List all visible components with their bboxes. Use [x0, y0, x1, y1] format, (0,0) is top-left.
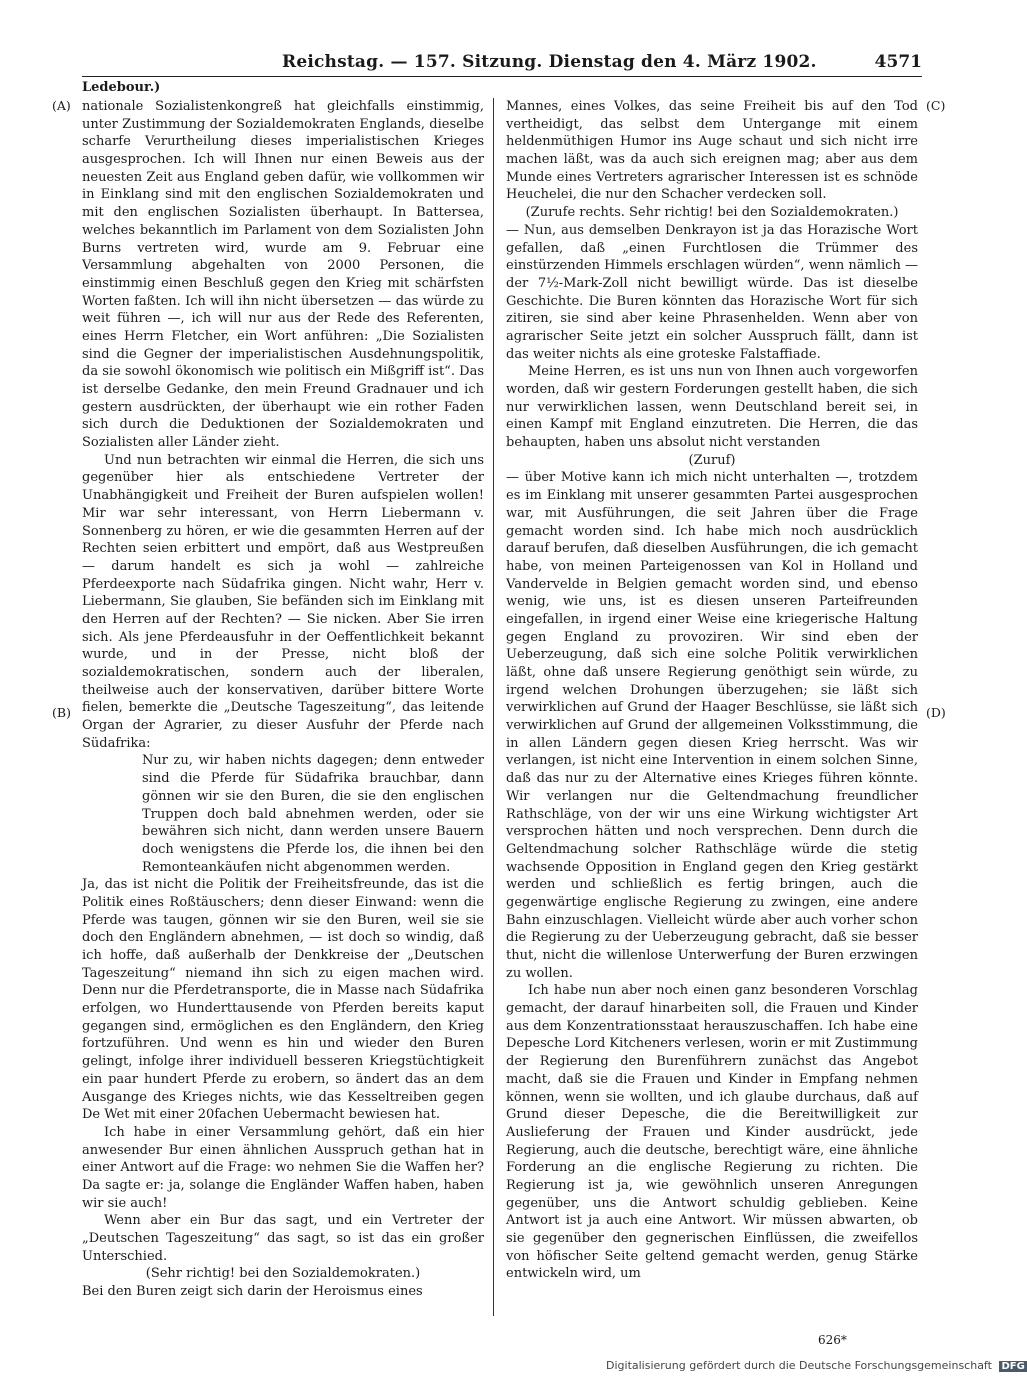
dfg-logo-icon: DFG	[1001, 1361, 1025, 1372]
left-column	[82, 98, 484, 1301]
column-divider	[493, 98, 494, 1316]
paragraph: Und nun betrachten wir einmal die Herren, die sich uns gegenüber hier als entschiedene Vertreter der Unabhängigkeit und Freiheit der Buren aufspielen wollen! Mir war sehr interessant, von Herrn Liebermann v. Sonnenberg zu hören, er wie die gesammten Herren auf der Rechten seien erbittert und empört, daß aus Westpreußen — darum handelt es sich ja wohl — zahlreiche Pferdeexporte nach Südafrika gingen. Nicht wahr, Herr v. Liebermann, Sie glauben, Sie befänden sich im Einklang mit den Herren auf der Rechten? — Sie nicken. Aber Sie irren sich. Als jene Pferdeausfuhr in der Oeffentlichkeit bekannt wurde, und in der Presse, nicht bloß der sozialdemokratischen, sondern auch der liberalen, theilweise auch der konservativen, darüber bittere Worte fielen, bemerkte die „Deutsche Tageszeitung“, das leitende Organ der Agrarier, zu dieser Ausfuhr der Pferde nach Südafrika:	[82, 452, 484, 751]
interjection: (Zuruf)	[688, 452, 736, 468]
running-header	[82, 50, 922, 77]
margin-marker-a: (A)	[52, 98, 71, 113]
paragraph: Ich habe nun aber noch einen ganz besonderen Vorschlag gemacht, der darauf hinarbeiten soll, die Frauen und Kinder aus dem Konzentrationsstaat herauszuschaffen. Ich habe eine Depesche Lord Kitcheners verlesen, worin er mit Zustimmung der Regierung den Burenführern zunächst das Angebot macht, daß sie die Frauen und Kinder in Empfang nehmen können, wenn sie wollten, und ich glaube durchaus, daß auf Grund dieser Depesche, die die Bereitwilligkeit zur Auslieferung der Frauen und Kinder ausdrückt, jede Regierung, auch die deutsche, berechtigt wäre, eine ähnliche Forderung an die englische Regierung zu richten. Die Regierung ist ja, wie gewöhnlich unseren Anregungen gegenüber, uns die Antwort schuldig geblieben. Keine Antwort ist ja auch eine Antwort. Wir müssen abwarten, ob sie gegenüber den gegnerischen Einflüssen, die zweifellos von höfischer Seite geltend gemacht werden, genug Stärke entwickeln wird, um	[506, 983, 918, 1282]
header-title: Reichstag. — 157. Sitzung. Dienstag den 4. März 1902.	[282, 52, 817, 72]
paragraph: Meine Herren, es ist uns nun von Ihnen auch vorgeworfen worden, daß wir gestern Forderungen gestellt haben, die sich nur verwirklichen lassen, wenn Deutschland bereit sei, in einen Kampf mit England einzutreten. Die Herren, die das behaupten, haben uns absolut nicht verstanden	[506, 364, 918, 451]
paragraph: nationale Sozialistenkongreß hat gleichfalls einstimmig, unter Zustimmung der Sozialdemokraten Englands, dieselbe scharfe Verurtheilung dieses imperialistischen Krieges ausgesprochen. Ich will Ihnen nur einen Beweis aus der neuesten Zeit aus England geben dafür, wie vollkommen wir in Einklang sind mit den englischen Sozialdemokraten und mit den englischen Sozialisten überhaupt. In Battersea, welches bekanntlich im Parlament von dem Sozialisten John Burns vertreten wird, wurde am 9. Februar eine Versammlung abgehalten von 2000 Personen, die einstimmig einen Beschluß gegen den Krieg mit schärfsten Worten faßten. Ich will ihn nicht übersetzen — das würde zu weit führen —, ich will nur aus der Rede des Referenten, eines Herrn Fletcher, ein Wort anführen: „Die Sozialisten sind die Gegner der imperialistischen Ausdehnungspolitik, da sie sowohl ökonomisch wie politisch ein Mißgriff ist“. Das ist derselbe Gedanke, den mein Freund Gradnauer und ich gestern ausdrückten, der überhaupt wie ein rother Faden sich durch die Deduktionen der Sozialdemokraten und Sozialisten aller Länder zieht.	[82, 99, 484, 451]
paragraph: Ja, das ist nicht die Politik der Freiheitsfreunde, das ist die Politik eines Roßtäuschers; denn dieser Einwand: wenn die Pferde was taugen, gönnen wir sie den Buren, weil sie sie doch den Engländern abnehmen, — ist doch so windig, daß ich hoffe, daß außerhalb der Denkkreise der „Deutschen Tageszeitung“ niemand ihn sich zu eigen machen wird. Denn nur die Pferdetransporte, die in Masse nach Südafrika erfolgen, wo Hunderttausende von Pferden bereits kaput gegangen sind, ermöglichen es den Engländern, den Krieg fortzuführen. Und wenn es hin und wieder den Buren gelingt, infolge ihrer individuell besseren Kriegstüchtigkeit ein paar hundert Pferde zu erobern, so ändert das an dem Ausgange des Krieges nichts, wie das Kesseltreiben gegen De Wet mit einer 20fachen Uebermacht bewiesen hat.	[82, 877, 484, 1123]
interjection: (Sehr richtig! bei den Sozialdemokraten.)	[145, 1266, 421, 1282]
sheet-signature: 626*	[818, 1333, 847, 1347]
footer-credit	[606, 1359, 1027, 1372]
right-column	[506, 98, 918, 1283]
footer-text: Digitalisierung gefördert durch die Deutsche Forschungsgemeinschaft	[606, 1359, 992, 1372]
paragraph: Bei den Buren zeigt sich darin der Heroismus eines	[82, 1284, 423, 1300]
margin-marker-b: (B)	[52, 705, 71, 720]
paragraph: — über Motive kann ich mich nicht unterhalten —, trotzdem es im Einklang mit unserer gesammten Partei ausgesprochen war, mit Ausführungen, die seit Jahren über die Frage gemacht worden sind. Ich habe mich noch ausdrücklich darauf berufen, daß dieselben Ausführungen, die ich gemacht habe, von meinen Parteigenossen van Kol in Holland und Vandervelde in Belgien gemacht worden sind, und ebenso wenig, wie uns, ist es diesen unseren Parteifreunden eingefallen, in irgend einer Weise eine kriegerische Haltung gegen England zu provoziren. Wir sind eben der Ueberzeugung, daß sich eine solche Politik verwirklichen läßt, ohne daß unsere Regierung genöthigt sein würde, zu irgend welchen Drohungen überzugehen; sie läßt sich verwirklichen auf Grund der Haager Beschlüsse, sie läßt sich verwirklichen auf Grund der allgemeinen Volksstimmung, die in allen Ländern gegen diesen Krieg herrscht. Was wir verlangen, ist nicht eine Intervention in einem solchen Sinne, daß das nur zu der Alternative eines Krieges führen könnte. Wir verlangen nur die Geltendmachung freundlicher Rathschläge, von der wir uns eine Wirkung wichtigster Art versprochen hätten und noch versprechen. Denn durch die Geltendmachung solcher Rathschläge würde die stetig wachsende Opposition in England gegen den Krieg gestärkt werden und schließlich es fertig bringen, auch die gegenwärtige englische Regierung zu zwingen, eine andere Bahn einzuschlagen. Vielleicht würde aber auch vorher schon die Regierung zu der Ueberzeugung gebracht, daß sie besser thut, nicht die willenlose Unterwerfung der Buren erzwingen zu wollen.	[506, 470, 918, 981]
margin-marker-c: (C)	[926, 98, 946, 113]
block-quote: Nur zu, wir haben nichts dagegen; denn entweder sind die Pferde für Südafrika brauchbar, dann gönnen wir sie den Buren, die sie den englischen Truppen doch bald abnehmen werden, oder sie bewähren sich nicht, dann werden unsere Bauern doch wenigstens die Pferde los, die ihnen bei den Remonteankäufen nicht abgenommen werden.	[142, 753, 484, 875]
margin-marker-d: (D)	[926, 705, 946, 720]
paragraph: Mannes, eines Volkes, das seine Freiheit bis auf den Tod vertheidigt, das selbst dem Untergange mit einem heldenmüthigen Humor ins Auge schaut und sich nicht irre machen läßt, was da auch sich ereignen mag; aber aus dem Munde eines Vertreters agrarischer Interessen ist es schnöde Heuchelei, die nur den Schacher verdecken soll.	[506, 99, 918, 203]
speaker-name: Ledebour.)	[82, 80, 161, 95]
paragraph: Ich habe in einer Versammlung gehört, daß ein hier anwesender Bur einen ähnlichen Ausspruch gethan hat in einer Antwort auf die Frage: wo nehmen Sie die Waffen her? Da sagte er: ja, solange die Engländer Waffen haben, haben wir sie auch!	[82, 1124, 484, 1211]
page-number: 4571	[874, 52, 922, 72]
paragraph: Wenn aber ein Bur das sagt, und ein Vertreter der „Deutschen Tageszeitung“ das sagt, so ist das ein großer Unterschied.	[82, 1213, 484, 1264]
interjection: (Zurufe rechts. Sehr richtig! bei den Sozialdemokraten.)	[525, 205, 899, 221]
paragraph: — Nun, aus demselben Denkrayon ist ja das Horazische Wort gefallen, daß „einen Furchtlosen die Trümmer des einstürzenden Himmels erschlagen würden“, wenn nämlich — der 7½-Mark-Zoll nicht bewilligt würde. Das ist dieselbe Geschichte. Die Buren könnten das Horazische Wort für sich zitiren, sie sind aber keine Phrasenhelden. Wenn aber von agrarischer Seite jetzt ein solcher Ausspruch fällt, dann ist das weiter nichts als eine groteske Falstaffiade.	[506, 222, 918, 362]
